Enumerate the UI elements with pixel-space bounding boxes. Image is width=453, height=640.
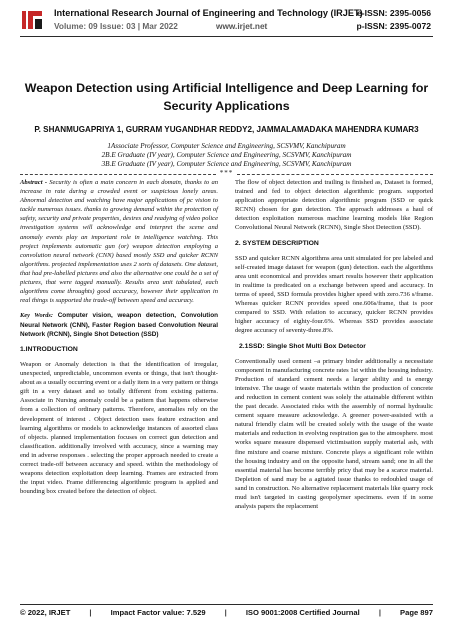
title-line-1: Weapon Detection using Artificial Intelligence and Deep Learning for [24, 81, 429, 95]
footer-separator: | [89, 608, 92, 617]
abstract [20, 178, 218, 305]
section-1-heading: 1.INTRODUCTION [20, 345, 78, 353]
header-rule [20, 36, 433, 37]
affiliation-3: 3B.E Graduate (IV year), Computer Science and Engineering, SCSVMV, Kanchipuram [101, 160, 352, 168]
author-list: P. SHANMUGAPRIYA 1, GURRAM YUGANDHAR REDDY2, JAMMALAMADAKA MAHENDRA KUMAR3 [34, 125, 419, 134]
footer-separator: | [224, 608, 227, 617]
irjet-logo-icon [20, 7, 44, 33]
abstract-label: Abstract - [20, 179, 47, 186]
e-issn: e-ISSN: 2395-0056 [356, 8, 431, 18]
keywords-text: Computer vision, weapon detection, Convolution Neural Network (CNN), Faster Region based Convolution Neural Network (RCNN), Single Shot Detection (SSD) [20, 312, 219, 338]
section-2-1-heading: 2.1SSD: Single Shot Multi Box Detector [239, 342, 366, 350]
footer-page-number: Page 897 [400, 608, 433, 617]
section-2-body: SSD and quicker RCNN algorithms area unit simulated for pre labeled and self-created image dataset for weapon (gun) detection. each the algorithms area unit economical and provides smart results however their application in realtime is predicated on a exchange between speed and accuracy. In terms of speed, SSD formula provides higher speed with zero.736 s/frame. Whereas quicker RCNN provides speed one.606s/frame, that is poor compared to SSD. With relation to accuracy, quicker RCNN provides higher accuracy of eighty-four.6%. Whereas SSD provides associate degree accuracy of seventy-three.8%. [235, 254, 433, 335]
intro-continued: The flow of object detection and trailing is finished as, Dataset is formed, trained and fed to object detection algorithmic program. supported application appropriate detection algorithmic program (SSD or quick RCNN) chosen for gun detection. The approach addresses a haul of detection exploitation numerous machine learning models like Region Convolutional Neural Network (RCNN), Single Shot Detection (SSD). [235, 179, 433, 232]
footer-rule [20, 604, 433, 605]
p-issn: p-ISSN: 2395-0072 [356, 21, 431, 31]
paper-title [20, 79, 433, 115]
section-2-heading: 2. SYSTEM DESCRIPTION [235, 239, 319, 247]
journal-website: www.irjet.net [216, 21, 268, 31]
separator-line-right [237, 174, 433, 175]
footer-iso: ISO 9001:2008 Certified Journal [245, 608, 360, 617]
affiliation-2: 2B.E Graduate (IV year), Computer Science and Engineering, SCSVMV, Kanchipuram [101, 151, 352, 159]
affiliation-1: 1Associate Professor, Computer Science and Engineering, SCSVMV, Kanchipuram [107, 142, 346, 150]
abstract-text: Security is often a main concern in each domain, thanks to an increase in rate during a crowded event or suspicious lonely areas. Abnormal detection and watching have major applications of pc vision to tackle numerous issues. thanks to growing demand within the protection of safety, security and private properties, desires and readying of video police investigation systems will acknowledge and interpret the scene and anomaly events play an important role in intelligence watching. This project implements automatic gun (or) weapon detection employing a convolution neural network (CNN) based mostly SSD and quicker RCNN algorithms. projected implementation uses 2 sorts of datasets. One dataset, that had pre-labelled pictures and also the alternative one could be a set of pictures, that were tagged manually. Results area unit tabulated, each algorithms come throughts) good accuracy, however their application in real things is supported the trade-off between speed and accuracy. [20, 179, 218, 305]
left-column [20, 178, 218, 502]
title-line-2: Security Applications [163, 99, 290, 113]
footer-impact-factor: Impact Factor value: 7.529 [110, 608, 206, 617]
right-column [235, 178, 433, 517]
journal-volume: Volume: 09 Issue: 03 | Mar 2022 [54, 21, 178, 31]
keywords-label: Key Words: [20, 312, 54, 320]
section-2-1-body: Conventionally used cement –a primary binder additionally a necessitate component in manufacturing concrete rates 1st within the housing industry. Production of standard cement needs a larger ability and is energy intensive. The usage of waste materials within the production of concrete and reduction in cement content was solely the attainable different within the past decade. Associated risks with the assembly of normal hydraulic cement square measure acknowledge. A greener power-assisted with a natural friendly claim will be created solely with the usage of the waste materials and reduction in evolving respiration gas to the atmosphere. most works square measure dispensed victimisation supply material ash, with fine mixture and coarse mixture. Concrete plays a significant role within the housing industry and on the opposite hand, stream sand; one in all the essential material has become terribly pricy that may be a scarce material. Depletion of sand may be a agitated issue thanks to redoubled usage of sand in construction. No alternative replacement materials like quarry rock mud isn't targeted in casting geopolymer specimens. even if in some analysis papers the replacement [235, 357, 433, 511]
keywords [20, 311, 218, 339]
footer-separator: | [378, 608, 381, 617]
section-1-body: Weapon or Anomaly detection is that the identification of irregular, unexpected, unpredictable, uncommon events or things, that isn't thought-about as a usually occurring event or a daily item in a very pattern or things gift in a very dataset and so totally different from existing patterns. Associate in Nursing anomaly could be a pattern that happens otherwise from a collection of ordinary patterns. Therefore, anomalies rely on the development of interest . Object detection uses feature extraction and learning algorithms or models to acknowledge instances of assorted class of objects. planned implementation focuses on correct gun detection and classification. additionally involved with accuracy, since a warning may end in adverse responses . selecting the proper approach needed to create a correct trade-off between accuracy and speed. within the methodology of weapons detection exploitation deep learning. Frames are extracted from the input video. Frame differencing algorithmic program is applied and bounding box created before the detection of object. [20, 361, 218, 496]
page-footer [20, 608, 433, 617]
footer-copyright: © 2022, IRJET [20, 608, 71, 617]
journal-name: International Research Journal of Engineering and Technology (IRJET) [54, 8, 363, 18]
separator-stars: *** [219, 169, 234, 177]
